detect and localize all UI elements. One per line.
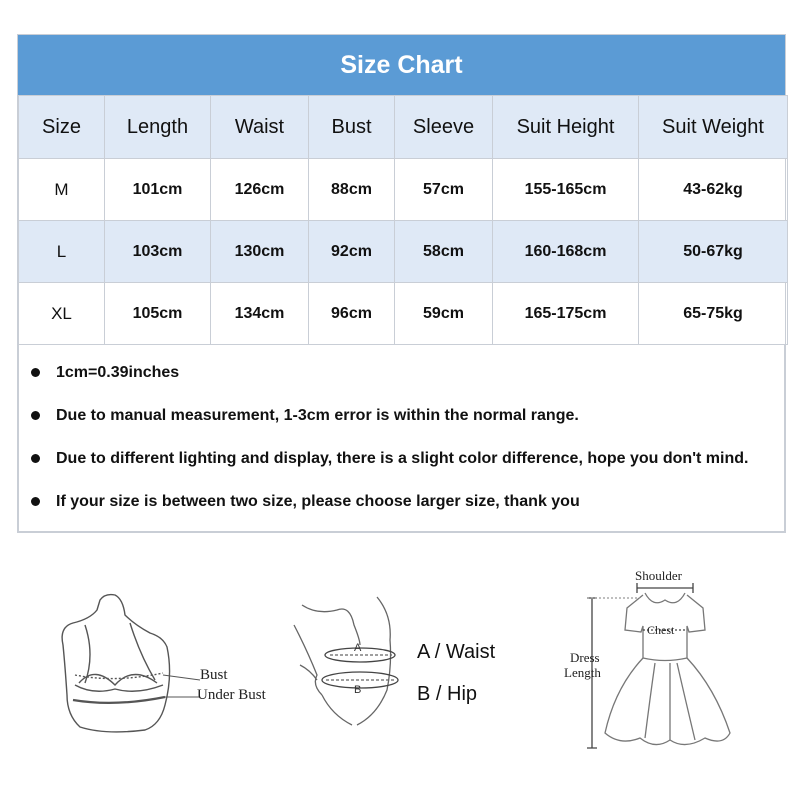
note-item: Due to manual measurement, 1-3cm error is within the normal range. (29, 394, 776, 437)
column-header: Sleeve (395, 96, 493, 159)
table-cell: 134cm (211, 283, 309, 345)
b-marker: B (354, 684, 362, 696)
table-cell: L (19, 221, 105, 283)
table-cell: 59cm (395, 283, 493, 345)
hip-figure-icon (292, 585, 402, 730)
size-table (18, 95, 788, 345)
table-cell: XL (19, 283, 105, 345)
table-cell: 43-62kg (639, 159, 788, 221)
table-row (19, 221, 788, 283)
note-item: If your size is between two size, please choose larger size, thank you (29, 480, 776, 523)
chart-title: Size Chart (18, 35, 785, 95)
table-cell: 101cm (105, 159, 211, 221)
table-cell: 57cm (395, 159, 493, 221)
table-cell: 126cm (211, 159, 309, 221)
column-header: Waist (211, 96, 309, 159)
column-header: Suit Weight (639, 96, 788, 159)
a-marker: A (354, 642, 362, 654)
bust-diagram (45, 585, 305, 735)
header-row (19, 96, 788, 159)
waist-label: A / Waist (417, 641, 496, 663)
size-chart (17, 34, 786, 533)
table-cell: 103cm (105, 221, 211, 283)
hip-diagram (292, 585, 512, 730)
notes-list (18, 345, 785, 532)
chest-label: Chest (647, 623, 675, 637)
table-cell: 88cm (309, 159, 395, 221)
table-cell: 130cm (211, 221, 309, 283)
column-header: Bust (309, 96, 395, 159)
table-cell: 96cm (309, 283, 395, 345)
table-cell: 160-168cm (493, 221, 639, 283)
bust-label: Bust (200, 667, 228, 683)
table-row (19, 283, 788, 345)
dress-diagram (545, 568, 745, 760)
dress-length-label-1: Dress (570, 650, 600, 665)
table-cell: M (19, 159, 105, 221)
table-cell: 58cm (395, 221, 493, 283)
table-cell: 155-165cm (493, 159, 639, 221)
table-cell: 105cm (105, 283, 211, 345)
shoulder-label: Shoulder (635, 568, 682, 583)
bust-figure-icon (45, 585, 305, 735)
table-cell: 165-175cm (493, 283, 639, 345)
dress-length-label-2: Length (564, 665, 601, 680)
note-item: Due to different lighting and display, there is a slight color difference, hope you don't mind. (29, 437, 776, 480)
column-header: Length (105, 96, 211, 159)
hip-label: B / Hip (417, 683, 478, 705)
table-cell: 50-67kg (639, 221, 788, 283)
column-header: Suit Height (493, 96, 639, 159)
under-bust-label: Under Bust (197, 687, 266, 703)
table-row (19, 159, 788, 221)
note-item: 1cm=0.39inches (29, 351, 776, 394)
table-cell: 92cm (309, 221, 395, 283)
column-header: Size (19, 96, 105, 159)
table-cell: 65-75kg (639, 283, 788, 345)
